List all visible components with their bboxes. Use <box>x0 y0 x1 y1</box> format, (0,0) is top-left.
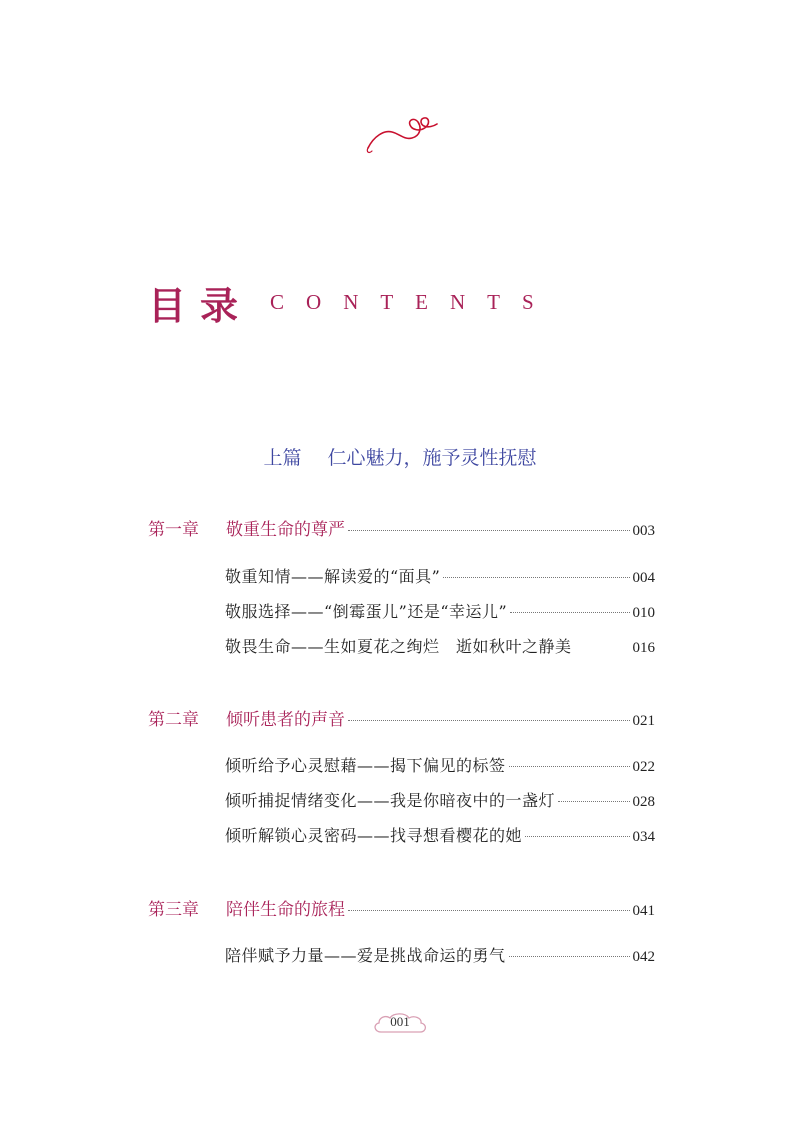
page-number: 021 <box>632 713 655 729</box>
page-number: 003 <box>632 523 655 539</box>
page-number: 041 <box>632 903 655 919</box>
toc-chapter-2[interactable] <box>148 707 655 733</box>
dot-leader <box>348 720 630 721</box>
page-number: 010 <box>632 605 655 621</box>
section-title: 敬畏生命——生如夏花之绚烂 逝如秋叶之静美 <box>225 637 572 656</box>
page-number: 004 <box>632 570 655 586</box>
toc-section-1-2[interactable] <box>225 599 655 625</box>
contents-title <box>148 272 668 332</box>
toc-chapter-3[interactable] <box>148 897 655 923</box>
dot-leader <box>443 577 629 578</box>
chapter-number: 第二章 <box>148 710 199 730</box>
dot-leader <box>509 766 630 767</box>
section-title: 倾听解锁心灵密码——找寻想看樱花的她 <box>225 826 523 845</box>
page-number: 028 <box>632 794 655 810</box>
dot-leader <box>509 956 630 957</box>
section-title: 陪伴赋予力量——爱是挑战命运的勇气 <box>225 946 506 965</box>
toc-section-2-3[interactable] <box>225 823 655 849</box>
title-en: CONTENTS <box>270 289 556 314</box>
page-number: 034 <box>632 829 655 845</box>
chapter-number: 第一章 <box>148 520 199 540</box>
dot-leader <box>348 530 630 531</box>
ribbon-heart-icon <box>360 110 440 155</box>
title-cn: 目录 <box>148 282 253 328</box>
page-number: 042 <box>632 949 655 965</box>
section-title: 倾听给予心灵慰藉——揭下偏见的标签 <box>225 756 506 775</box>
part-label: 上篇 <box>263 447 302 469</box>
page-number: 022 <box>632 759 655 775</box>
toc-section-1-1[interactable] <box>225 564 655 590</box>
section-title: 敬服选择——“倒霉蛋儿”还是“幸运儿” <box>225 602 508 621</box>
section-title: 敬重知情——解读爱的“面具” <box>225 567 441 586</box>
part-heading <box>0 443 800 470</box>
footer-page-number: 001 <box>390 1014 410 1029</box>
page-number: 016 <box>632 640 655 656</box>
chapter-title: 倾听患者的声音 <box>226 710 345 730</box>
toc-section-1-3[interactable] <box>225 634 655 660</box>
dot-leader <box>348 910 630 911</box>
dot-leader <box>558 801 629 802</box>
section-title: 倾听捕捉情绪变化——我是你暗夜中的一盏灯 <box>225 791 556 810</box>
dot-leader <box>525 836 629 837</box>
dot-leader <box>510 612 629 613</box>
toc-section-3-1[interactable] <box>225 943 655 969</box>
chapter-title: 敬重生命的尊严 <box>226 520 345 540</box>
toc-section-2-2[interactable] <box>225 788 655 814</box>
part-title: 仁心魅力，施予灵性抚慰 <box>327 447 537 469</box>
chapter-number: 第三章 <box>148 900 199 920</box>
chapter-title: 陪伴生命的旅程 <box>226 900 345 920</box>
toc-chapter-1[interactable] <box>148 517 655 543</box>
toc-section-2-1[interactable] <box>225 753 655 779</box>
